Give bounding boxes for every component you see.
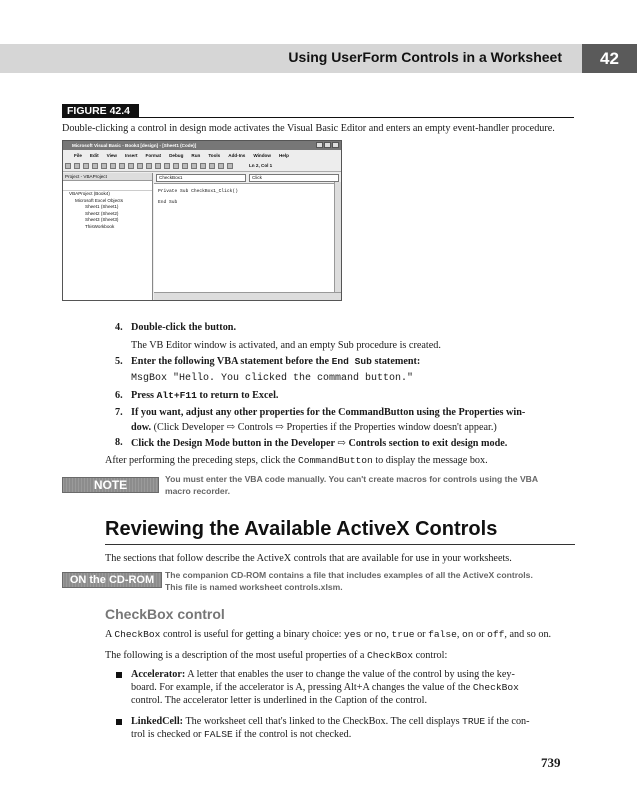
toolbar-icon bbox=[119, 163, 125, 169]
text-part: A bbox=[105, 629, 115, 640]
text-part: control is useful for getting a binary choice: bbox=[160, 629, 345, 640]
menu-edit: Edit bbox=[89, 153, 99, 158]
text-part: A letter that enables the user to change the value of the control by using the key- bbox=[185, 669, 515, 680]
step-number: 4. bbox=[115, 322, 123, 333]
toolbar-icon bbox=[182, 163, 188, 169]
figure-rule bbox=[62, 117, 574, 118]
inline-code: off bbox=[487, 629, 505, 640]
text-part: , bbox=[386, 629, 392, 640]
chapter-number: 42 bbox=[582, 44, 637, 73]
vbe-title-bar bbox=[63, 141, 341, 150]
cdrom-badge: ON the CD-ROM bbox=[62, 572, 162, 588]
inline-code: yes bbox=[344, 629, 362, 640]
toolbar-icon bbox=[146, 163, 152, 169]
text-part: , bbox=[456, 629, 463, 640]
inline-code: no bbox=[374, 629, 387, 640]
step-number: 7. bbox=[115, 407, 123, 418]
project-toolbar bbox=[63, 181, 152, 191]
project-title: Project - VBAProject bbox=[63, 173, 152, 181]
code-text bbox=[154, 184, 341, 210]
step-detail: (Click Developer ⇨ Controls ⇨ Properties if the Properties window doesn't appear.) bbox=[153, 422, 497, 433]
bullet-term: Accelerator: bbox=[131, 669, 186, 680]
text-part: trol is checked or bbox=[131, 729, 204, 740]
vertical-scrollbar bbox=[334, 182, 341, 292]
menu-debug: Debug bbox=[169, 153, 184, 158]
page-number: 739 bbox=[541, 755, 561, 770]
toolbar-icon bbox=[164, 163, 170, 169]
toolbar-icon bbox=[191, 163, 197, 169]
text-part: The following is a description of the most useful properties of a bbox=[105, 650, 367, 661]
text-part: After performing the preceding steps, click the bbox=[105, 455, 298, 466]
step-text-part: dow. bbox=[131, 422, 152, 433]
step-text-part: Press bbox=[131, 390, 157, 401]
menu-run: Run bbox=[191, 153, 201, 158]
inline-code: FALSE bbox=[203, 729, 233, 740]
menu-addins: Add-Ins bbox=[228, 153, 246, 158]
cdrom-line: The companion CD-ROM contains a file that includes examples of all the ActiveX controls. bbox=[165, 570, 533, 580]
vbe-toolbar bbox=[63, 161, 341, 172]
bullet-line bbox=[131, 681, 519, 694]
cdrom-line: This file is named worksheet controls.xlsm. bbox=[165, 581, 343, 592]
object-combo: CheckBox1 bbox=[156, 174, 246, 182]
horizontal-scrollbar bbox=[154, 292, 341, 300]
toolbar-icon bbox=[83, 163, 89, 169]
inline-code: CheckBox bbox=[114, 629, 161, 640]
inline-code: false bbox=[428, 629, 457, 640]
text-part: The worksheet cell that's linked to the CheckBox. The cell displays bbox=[183, 716, 463, 727]
step-text bbox=[131, 356, 420, 367]
toolbar-icon bbox=[92, 163, 98, 169]
text-part: board. For example, if the accelerator is A, pressing Alt+A changes the value of the bbox=[131, 682, 473, 693]
tree-item: VBAProject (Book4) bbox=[69, 191, 110, 196]
text-part: if the con- bbox=[485, 716, 530, 727]
bullet-icon bbox=[116, 719, 122, 725]
tree-item: Sheet3 (Sheet3) bbox=[85, 217, 119, 223]
text-part: if the control is not checked. bbox=[232, 729, 352, 740]
menu-insert: Insert bbox=[125, 153, 138, 158]
paragraph bbox=[105, 649, 447, 662]
menu-view: View bbox=[106, 153, 117, 158]
toolbar-icon bbox=[155, 163, 161, 169]
toolbar-icon bbox=[209, 163, 215, 169]
step-text bbox=[131, 390, 278, 401]
menu-help: Help bbox=[278, 153, 289, 158]
step-number: 6. bbox=[115, 390, 123, 401]
procedure-combo: Click bbox=[249, 174, 339, 182]
paragraph bbox=[105, 454, 488, 467]
toolbar-icon bbox=[101, 163, 107, 169]
close-icon bbox=[332, 142, 339, 148]
tree-item: ThisWorkbook bbox=[85, 223, 115, 229]
toolbar-icon bbox=[137, 163, 143, 169]
note-text bbox=[165, 474, 538, 497]
text-part: or bbox=[361, 629, 375, 640]
step-text-part: statement: bbox=[371, 356, 421, 367]
cdrom-text bbox=[165, 570, 533, 593]
bullet-icon bbox=[116, 672, 122, 678]
step-text: Click the Design Mode button in the Developer ⇨ Controls section to exit design mode. bbox=[131, 438, 508, 449]
toolbar-icon bbox=[74, 163, 80, 169]
text-part: to display the message box. bbox=[372, 455, 488, 466]
menu-file: File bbox=[74, 153, 82, 158]
minimize-icon bbox=[316, 142, 323, 148]
note-line: You must enter the VBA code manually. You can't create macros for controls using the VBA bbox=[165, 474, 539, 484]
toolbar-icon bbox=[128, 163, 134, 169]
tree-item: Sheet1 (Sheet1) bbox=[85, 204, 119, 210]
inline-code: CommandButton bbox=[297, 455, 373, 466]
text-part: or bbox=[473, 629, 488, 640]
section-title: Reviewing the Available ActiveX Controls bbox=[105, 518, 498, 540]
section-rule bbox=[105, 544, 575, 545]
bullet-item bbox=[131, 715, 530, 741]
step-text: If you want, adjust any other properties for the CommandButton using the Properties win- bbox=[131, 407, 526, 418]
step-number: 8. bbox=[115, 437, 123, 448]
menu-tools: Tools bbox=[208, 153, 221, 158]
code-window bbox=[154, 173, 341, 300]
toolbar-icon bbox=[65, 163, 71, 169]
toolbar-icon bbox=[200, 163, 206, 169]
inline-code: CheckBox bbox=[367, 650, 414, 661]
step-detail: The VB Editor window is activated, and an empty Sub procedure is created. bbox=[131, 340, 441, 351]
bullet-term: LinkedCell: bbox=[131, 716, 184, 727]
vbe-screenshot bbox=[62, 140, 342, 301]
bullet-line bbox=[131, 715, 530, 728]
code-block: MsgBox "Hello. You clicked the command button." bbox=[131, 373, 414, 384]
inline-code: End Sub bbox=[331, 356, 372, 367]
figure-caption: Double-clicking a control in design mode activates the Visual Basic Editor and enters an empty event-handler procedure. bbox=[62, 123, 555, 134]
bullet-line bbox=[131, 668, 519, 681]
toolbar-icon bbox=[218, 163, 224, 169]
figure-label: FIGURE 42.4 bbox=[62, 104, 139, 118]
project-explorer bbox=[63, 173, 153, 300]
menu-format: Format bbox=[145, 153, 162, 158]
bullet-item bbox=[131, 668, 519, 707]
inline-code: on bbox=[462, 629, 474, 640]
text-part: control: bbox=[413, 650, 448, 661]
inline-code: true bbox=[391, 629, 415, 640]
vbe-window-title: Microsoft Visual Basic - Book4 [design] - [Sheet1 (Code)] bbox=[72, 143, 197, 148]
step-text-part: to return to Excel. bbox=[196, 390, 279, 401]
tree-item: Microsoft Excel Objects bbox=[75, 197, 123, 203]
paragraph bbox=[105, 628, 551, 641]
vbe-menu-bar bbox=[63, 151, 341, 160]
code-line: Private Sub CheckBox1_Click() bbox=[158, 189, 238, 194]
text-part: , and so on. bbox=[504, 629, 552, 640]
inline-key: Alt+F11 bbox=[156, 390, 197, 401]
note-badge: NOTE bbox=[62, 477, 159, 493]
subsection-title: CheckBox control bbox=[105, 606, 225, 622]
vbe-window-buttons bbox=[316, 142, 339, 148]
step-text-continued bbox=[131, 421, 497, 434]
cursor-position: Ln 2, Col 1 bbox=[249, 163, 273, 168]
code-combos bbox=[154, 173, 341, 184]
chapter-title: Using UserForm Controls in a Worksheet bbox=[288, 49, 562, 65]
code-line: End Sub bbox=[158, 200, 178, 205]
maximize-icon bbox=[324, 142, 331, 148]
inline-code: CheckBox bbox=[472, 682, 519, 693]
note-line: macro recorder. bbox=[165, 485, 230, 496]
step-number: 5. bbox=[115, 356, 123, 367]
toolbar-icon bbox=[227, 163, 233, 169]
text-part: or bbox=[414, 629, 429, 640]
tree-item: Sheet2 (Sheet2) bbox=[85, 210, 119, 216]
step-text: Double-click the button. bbox=[131, 322, 236, 333]
toolbar-icon bbox=[110, 163, 116, 169]
inline-code: TRUE bbox=[462, 716, 486, 727]
section-intro: The sections that follow describe the ActiveX controls that are available for use in your worksheets. bbox=[105, 553, 512, 564]
toolbar-icon bbox=[173, 163, 179, 169]
menu-window: Window bbox=[253, 153, 271, 158]
step-text-part: Enter the following VBA statement before the bbox=[131, 356, 332, 367]
bullet-line: control. The accelerator letter is underlined in the Caption of the control. bbox=[131, 695, 427, 706]
bullet-line bbox=[131, 728, 530, 741]
project-tree bbox=[63, 191, 152, 231]
